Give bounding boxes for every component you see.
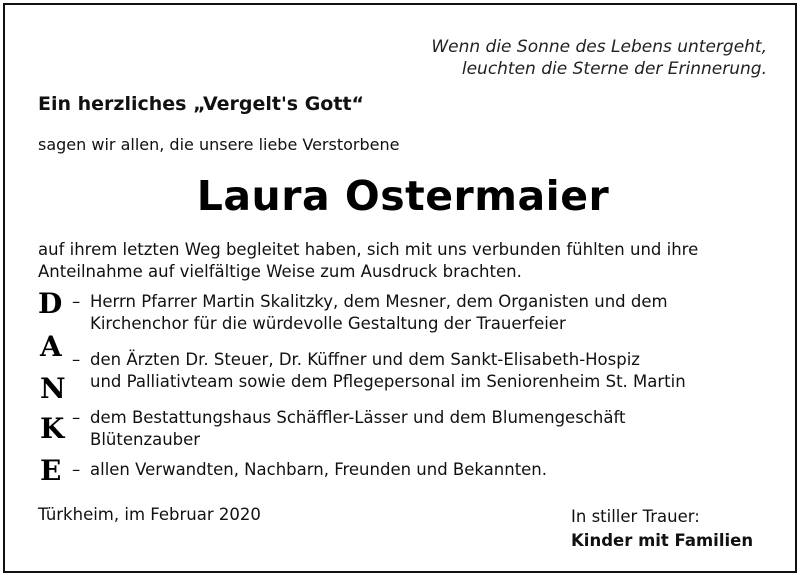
quote-line-2: leuchten die Sterne der Erinnerung. xyxy=(461,59,767,79)
thanks-line-2: Anteilnahme auf vielfältige Weise zum Ausdruck brachten. xyxy=(38,262,522,281)
intro-text: sagen wir allen, die unsere liebe Verstorbene xyxy=(38,135,400,154)
item-line-1: den Ärzten Dr. Steuer, Dr. Küffner und dem Sankt-Elisabeth-Hospiz xyxy=(90,350,640,369)
danke-letter-e: E xyxy=(40,454,62,487)
item-dash: – xyxy=(72,408,81,427)
item-dash: – xyxy=(72,292,81,311)
thanks-item xyxy=(72,349,686,393)
danke-letter-n: N xyxy=(40,372,66,405)
thanks-item xyxy=(72,291,668,335)
signature-line-1: In stiller Trauer: xyxy=(571,507,700,526)
thanks-item xyxy=(72,407,625,451)
quote-line-1: Wenn die Sonne des Lebens untergeht, xyxy=(431,37,767,57)
item-line-2: Kirchenchor für die würdevolle Gestaltung der Trauerfeier xyxy=(90,314,566,333)
thanks-line-1: auf ihrem letzten Weg begleitet haben, sich mit uns verbunden fühlten und ihre xyxy=(38,240,699,259)
item-line-1: allen Verwandten, Nachbarn, Freunden und Bekannten. xyxy=(90,460,548,479)
item-line-1: Herrn Pfarrer Martin Skalitzky, dem Mesner, dem Organisten und dem xyxy=(90,292,668,311)
danke-letter-d: D xyxy=(38,287,63,320)
item-dash: – xyxy=(72,350,81,369)
item-line-1: dem Bestattungshaus Schäffler-Lässer und dem Blumengeschäft xyxy=(90,408,626,427)
memorial-quote xyxy=(431,36,767,80)
signature-line-2: Kinder mit Familien xyxy=(571,531,754,550)
deceased-name: Laura Ostermaier xyxy=(196,172,610,220)
danke-letter-k: K xyxy=(40,412,65,445)
signature-block xyxy=(571,505,753,553)
thanks-item xyxy=(72,459,547,481)
danke-letter-a: A xyxy=(40,330,62,363)
thanks-headline: Ein herzliches „Vergelt's Gott“ xyxy=(38,93,365,115)
item-line-2: und Palliativteam sowie dem Pflegepersonal im Seniorenheim St. Martin xyxy=(90,372,686,391)
thanks-paragraph xyxy=(38,239,698,283)
item-dash: – xyxy=(72,460,81,479)
place-date: Türkheim, im Februar 2020 xyxy=(38,505,261,524)
obituary-card xyxy=(3,3,797,573)
item-line-2: Blütenzauber xyxy=(90,430,201,449)
